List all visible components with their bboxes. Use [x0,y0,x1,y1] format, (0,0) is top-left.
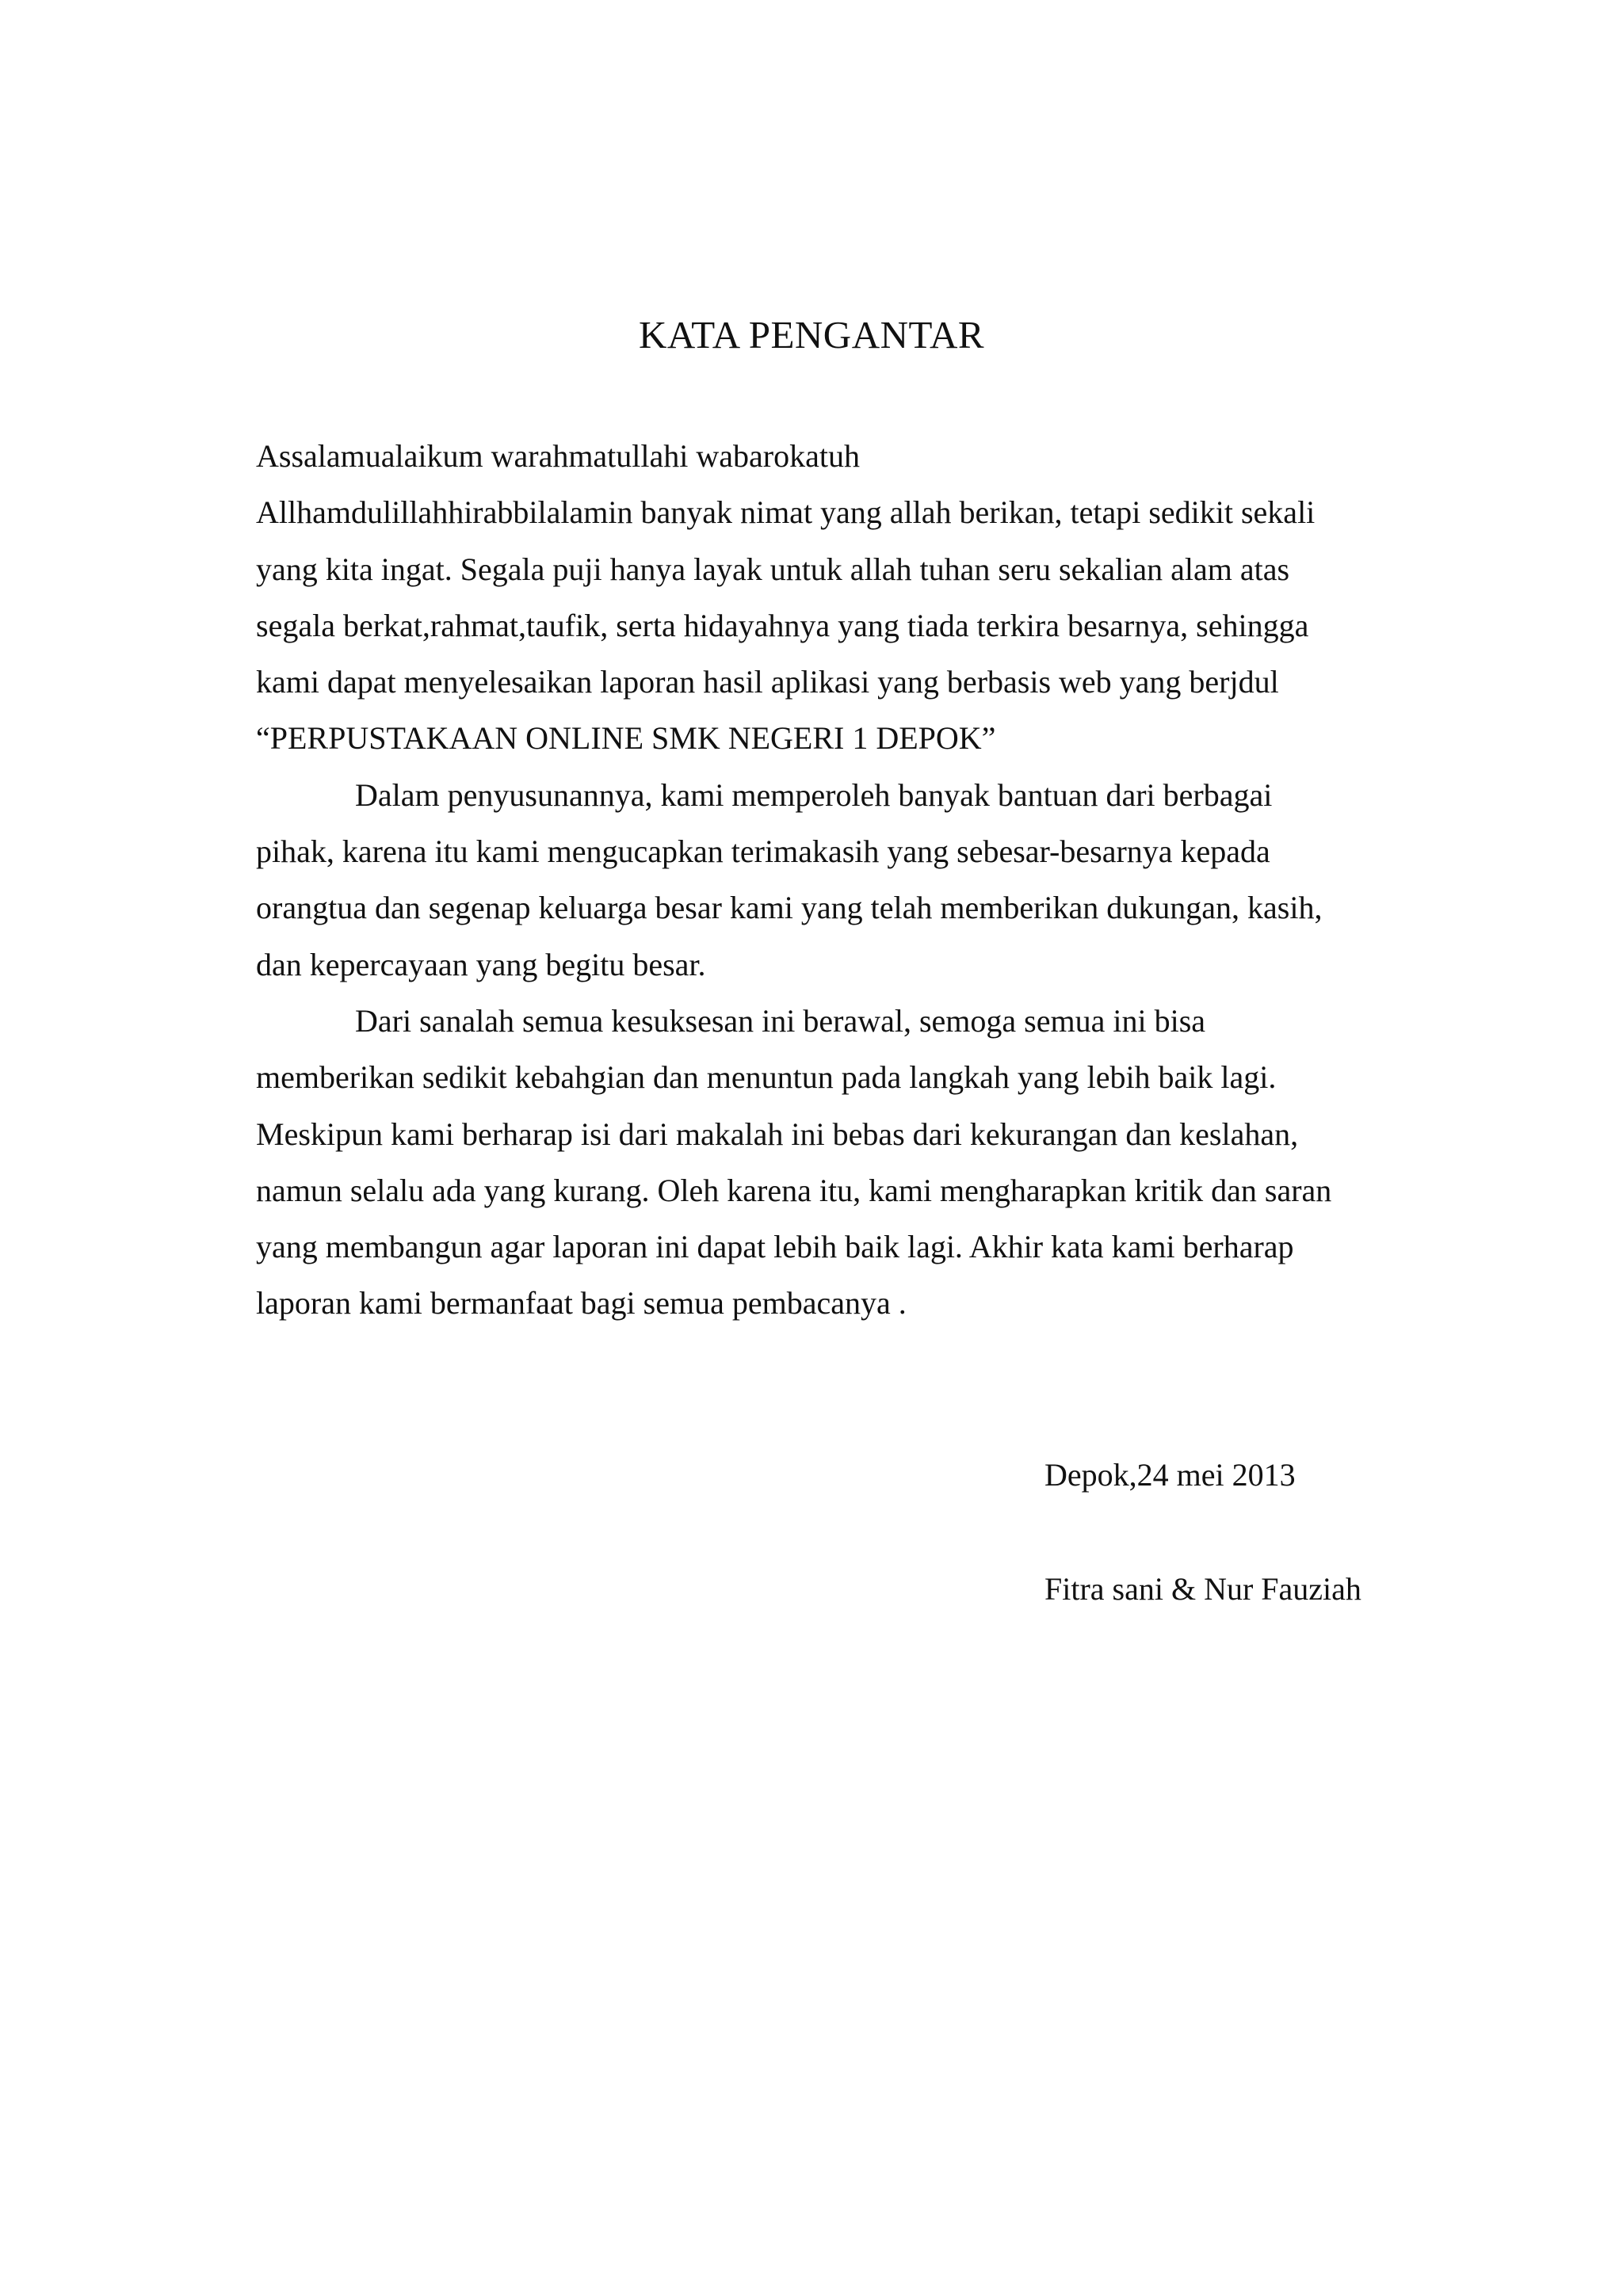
paragraph-1-line: Allhamdulillahhirabbilalamin banyak nimat yang allah berikan, tetapi sedikit sekali [256,494,1316,531]
paragraph-2-line: pihak, karena itu kami mengucapkan terimakasih yang sebesar-besarnya kepada [256,833,1270,870]
paragraph-3-line: Meskipun kami berharap isi dari makalah ini bebas dari kekurangan dan keslahan, [256,1116,1299,1152]
greeting-line: Assalamualaikum warahmatullahi wabarokatuh [256,438,860,474]
paragraph-2-line: orangtua dan segenap keluarga besar kami yang telah memberikan dukungan, kasih, [256,890,1323,926]
paragraph-3-line: Dari sanalah semua kesuksesan ini berawal, semoga semua ini bisa [355,1002,1206,1039]
paragraph-3-line: namun selalu ada yang kurang. Oleh karena itu, kami mengharapkan kritik dan saran [256,1172,1332,1208]
body-text [256,428,1381,1332]
paragraph-3-line: memberikan sedikit kebahgian dan menuntun pada langkah yang lebih baik lagi. [256,1059,1277,1096]
paragraph-1-line: yang kita ingat. Segala puji hanya layak untuk allah tuhan seru sekalian alam atas [256,551,1290,587]
report-title-quote: “PERPUSTAKAAN ONLINE SMK NEGERI 1 DEPOK” [256,720,996,757]
page-title: KATA PENGANTAR [638,313,985,357]
paragraph-3-line: laporan kami bermanfaat bagi semua pembacanya . [256,1285,907,1322]
paragraph-2-line: dan kepercayaan yang begitu besar. [256,946,706,982]
paragraph-1-line: segala berkat,rahmat,taufik, serta hidayahnya yang tiada terkira besarnya, sehingga [256,607,1309,643]
authors-signature: Fitra sani & Nur Fauziah [1044,1571,1361,1607]
paragraph-3-line: yang membangun agar laporan ini dapat lebih baik lagi. Akhir kata kami berharap [256,1229,1294,1265]
place-date: Depok,24 mei 2013 [1044,1457,1296,1493]
paragraph-2-line: Dalam penyusunannya, kami memperoleh banyak bantuan dari berbagai [355,776,1273,813]
paragraph-1-line: kami dapat menyelesaikan laporan hasil aplikasi yang berbasis web yang berjdul [256,664,1279,700]
